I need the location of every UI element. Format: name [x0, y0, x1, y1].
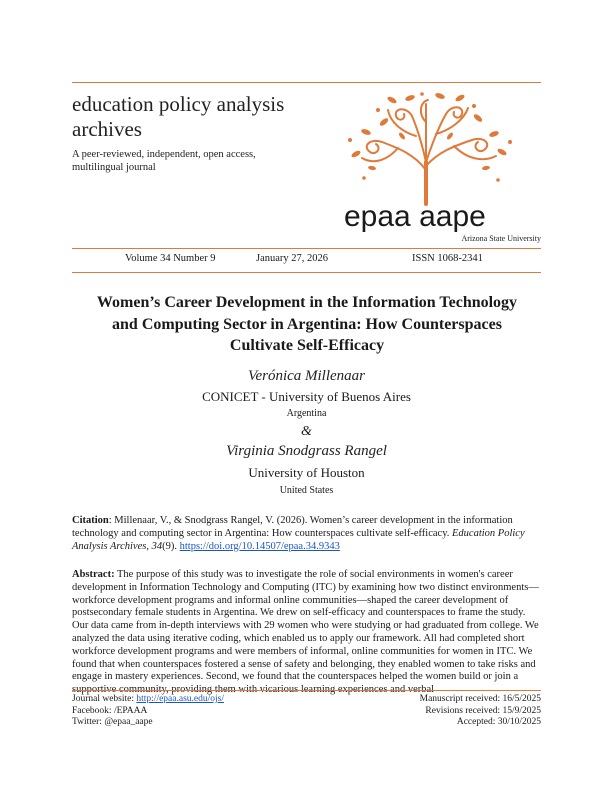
abstract-text: The purpose of this study was to investigate the role of social environments in women's career development in Information Technology and Computing (ITC) by examining how two distinct environments—workforce development programs and informal online communities—shaped the career development of postsecondary female students in Argentina. We drew on self-efficacy and counterspaces to frame the study. Our data came from in-depth interviews with 29 women who were studying or had graduated from college. We analyzed the data using iterative coding, which enabled us to apply our framework. All had completed short workforce development programs and were members of informal, online communities for women in ITC. We found that when counterspaces fostered a sense of safety and belonging, they enabled women to take risks and engage in mastery experiences. Second, we found that the counterspaces helped the women build or join a supportive community, providing them with vicarious learning experiences and verbal [72, 569, 539, 696]
issue-date: January 27, 2026 [256, 253, 329, 264]
citation-text: : Millenaar, V., & Snodgrass Rangel, V. (2026). Women’s career development in the information technology and computing sector in Argentina: How counterspaces cultivate self-efficacy. [72, 515, 513, 539]
abstract [72, 569, 542, 697]
website-label: Journal website: [72, 694, 137, 704]
citation-label: Citation [72, 515, 109, 526]
author-country: Argentina [286, 408, 327, 419]
journal-website [72, 694, 332, 706]
issue-volume: Volume 34 Number 9 [125, 253, 216, 264]
citation-journal: Education Policy Analysis Archives, 34 [72, 527, 525, 552]
issue-rule-bottom [72, 272, 541, 273]
doi-link[interactable]: https://doi.org/10.14507/epaa.34.9343 [179, 540, 340, 552]
issue-rule-top [72, 248, 541, 249]
accepted-date: Accepted: 30/10/2025 [456, 717, 541, 727]
logo-wordmark: epaa aape [344, 200, 486, 232]
citation-issue: (9). [162, 540, 180, 552]
revisions-received: Revisions received: 15/9/2025 [425, 705, 541, 716]
citation [72, 515, 542, 553]
footer-rule [72, 690, 541, 691]
top-rule [72, 82, 541, 83]
journal-title: education policy analysis archives [72, 92, 285, 141]
tree-logo-icon [326, 92, 544, 232]
abstract-label: Abstract: [72, 569, 115, 580]
author-ampersand: & [301, 424, 312, 439]
facebook-handle: Facebook: /EPAAA [72, 705, 148, 716]
author-name: Verónica Millenaar [247, 368, 366, 384]
issue-info [72, 253, 541, 267]
website-link[interactable]: http://epaa.asu.edu/ojs/ [136, 694, 224, 704]
twitter-handle: Twitter: @epaa_aape [72, 717, 153, 727]
author-country: United States [279, 485, 334, 496]
author-affiliation: CONICET - University of Buenos Aires [202, 389, 411, 404]
author-affiliation: University of Houston [248, 465, 365, 480]
article-title: Women’s Career Development in the Information Technology and Computing Sector in Argentina: How Counterspaces Cultivate Self-Efficacy [96, 294, 518, 354]
footer-contacts [72, 694, 332, 729]
author-name: Virginia Snodgrass Rangel [226, 443, 387, 459]
university-name: Arizona State University [461, 234, 541, 243]
epaa-logo [326, 92, 544, 232]
footer-dates [301, 694, 541, 729]
manuscript-received: Manuscript received: 16/5/2025 [419, 694, 541, 704]
journal-tagline: A peer-reviewed, independent, open access, multilingual journal [72, 149, 256, 173]
issue-issn: ISSN 1068-2341 [412, 253, 483, 264]
